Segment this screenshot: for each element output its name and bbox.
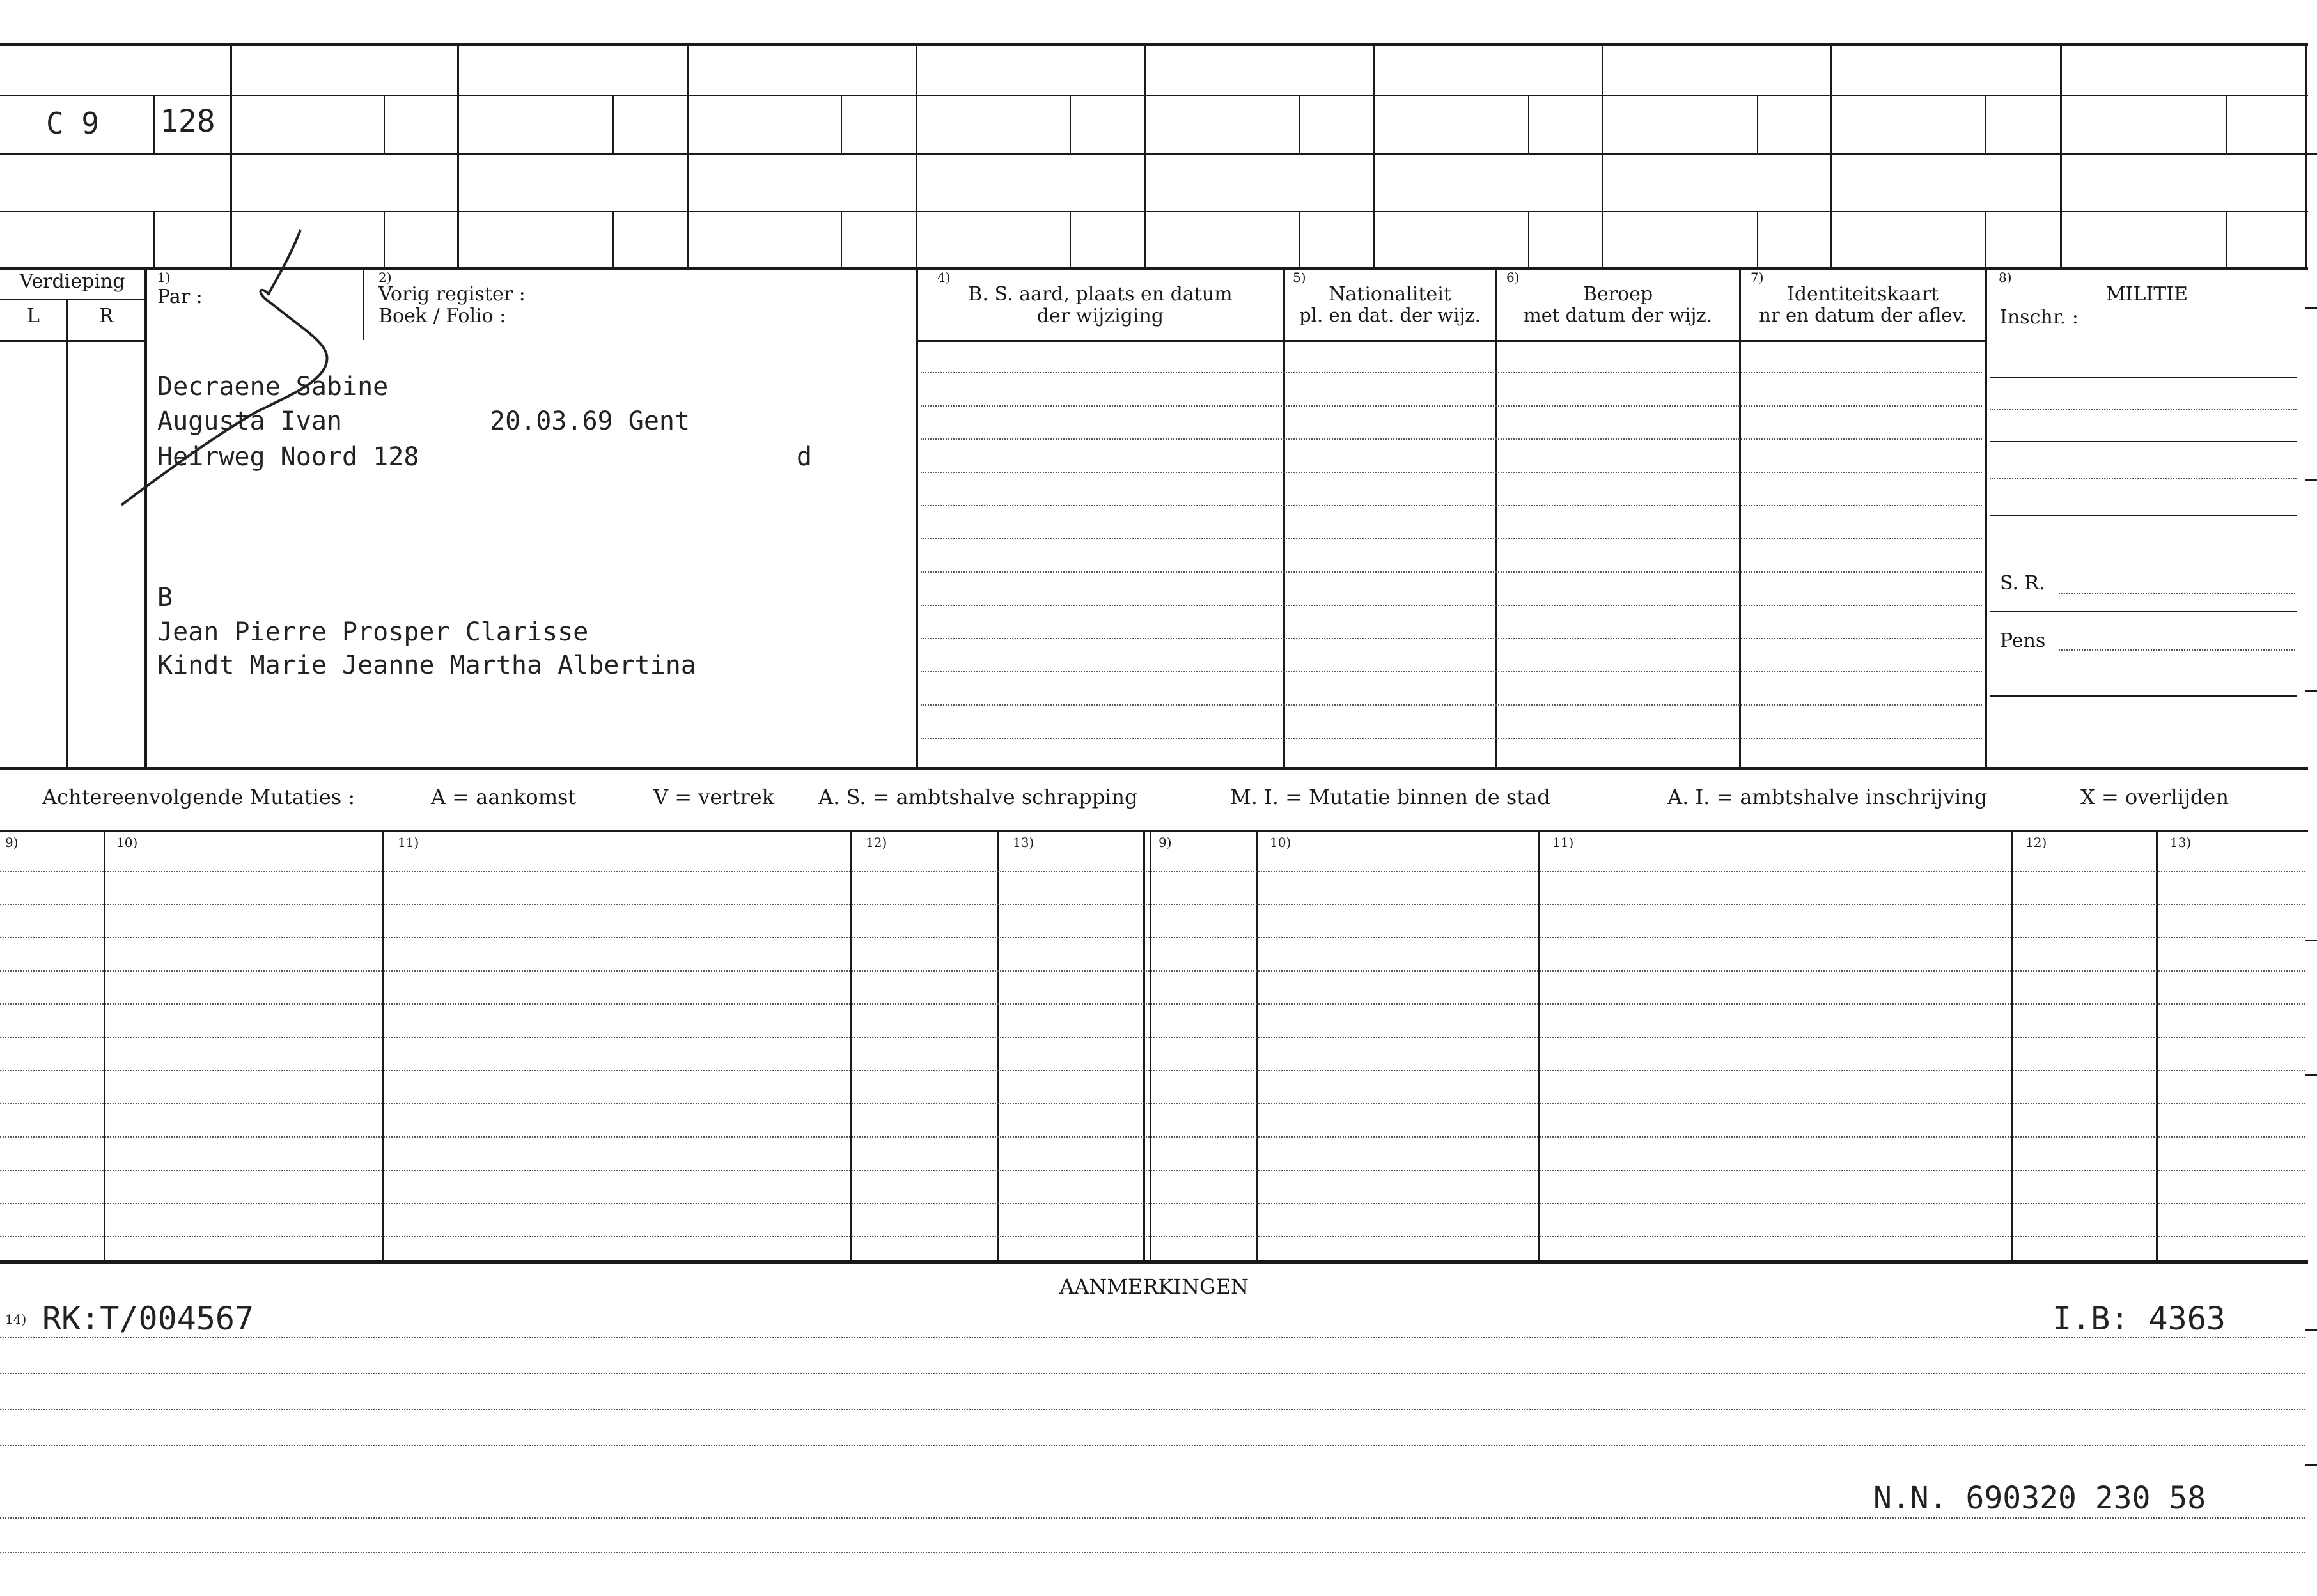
- grid-line: [1528, 96, 1529, 153]
- grid-line: [2156, 831, 2158, 1260]
- grid-line: [384, 212, 385, 267]
- grid-line: [997, 831, 999, 1260]
- boek-folio-label: Boek / Folio :: [378, 305, 506, 327]
- nn-number: N.N. 690320 230 58: [1873, 1480, 2206, 1516]
- legend-ambtshalve-schrapping: A. S. = ambtshalve schrapping: [818, 785, 1138, 809]
- dotted-line: [0, 1337, 2305, 1338]
- handwritten-strike-mark: [115, 224, 345, 531]
- grid-line: [1528, 212, 1529, 267]
- field-2-number: 2): [378, 270, 392, 285]
- dotted-line: [1990, 409, 2297, 410]
- grid-line: [1538, 831, 1540, 1260]
- dotted-line: [1990, 478, 2297, 479]
- col-11-number: 11): [398, 835, 419, 850]
- rk-number: RK:T/004567: [42, 1300, 254, 1337]
- grid-line: [363, 268, 364, 340]
- grid-line: [1495, 268, 1497, 767]
- person-line-2: Augusta Ivan: [157, 407, 342, 436]
- nationaliteit-sub-label: pl. en dat. der wijz.: [1299, 304, 1481, 326]
- wijziging-label: der wijziging: [1036, 305, 1164, 327]
- dotted-line: [921, 638, 1982, 639]
- sr-label: S. R.: [2000, 572, 2045, 594]
- dotted-line: [0, 1373, 2305, 1374]
- grid-line: [1299, 212, 1300, 267]
- field-14-number: 14): [5, 1312, 27, 1327]
- col-10-number: 10): [116, 835, 138, 850]
- person-line-4: Jean Pierre Prosper Clarisse: [157, 617, 589, 647]
- dotted-line: [0, 1203, 2305, 1204]
- grid-line: [1739, 268, 1741, 767]
- par-label: Par :: [157, 286, 203, 308]
- col-12-number: 12): [866, 835, 887, 850]
- grid-line: [1144, 43, 1146, 267]
- col-l-label: L: [27, 305, 40, 327]
- edge-tick: [2305, 479, 2317, 481]
- bs-aard-label: B. S. aard, plaats en datum: [968, 283, 1233, 306]
- grid-line: [66, 300, 68, 767]
- edge-tick: [2305, 307, 2317, 309]
- grid-line: [0, 153, 2308, 155]
- field-8-number: 8): [1999, 270, 2012, 285]
- grid-line: [1990, 695, 2297, 697]
- col-9b-number: 9): [1158, 835, 1172, 850]
- header-border: [0, 267, 2308, 270]
- grid-line: [2226, 212, 2227, 267]
- beroep-label: Beroep: [1582, 283, 1653, 306]
- top-border: [0, 43, 2308, 46]
- grid-line: [916, 268, 918, 767]
- grid-line: [1990, 377, 2297, 378]
- dotted-line: [921, 571, 1982, 573]
- dotted-line: [0, 1409, 2305, 1410]
- col-13b-number: 13): [2170, 835, 2192, 850]
- grid-line: [0, 95, 2308, 96]
- col-11b-number: 11): [1552, 835, 1574, 850]
- field-7-number: 7): [1751, 270, 1764, 285]
- legend-vertrek: V = vertrek: [653, 785, 775, 809]
- field-5-number: 5): [1293, 270, 1306, 285]
- grid-line: [153, 96, 155, 153]
- col-12b-number: 12): [2025, 835, 2047, 850]
- dotted-line: [0, 937, 2305, 938]
- col-9-number: 9): [5, 835, 19, 850]
- grid-line: [0, 211, 2308, 212]
- grid-line: [916, 340, 1985, 342]
- dotted-line: [0, 1517, 2305, 1519]
- dotted-line: [0, 904, 2305, 905]
- grid-line: [916, 43, 917, 267]
- inschr-label: Inschr. :: [2000, 306, 2079, 329]
- grid-line: [1283, 268, 1285, 767]
- dotted-line: [0, 1445, 2305, 1446]
- grid-line: [612, 96, 614, 153]
- field-4-number: 4): [937, 270, 951, 285]
- dotted-line: [921, 605, 1982, 606]
- legend-aankomst: A = aankomst: [431, 785, 577, 809]
- section-border: [0, 767, 2308, 770]
- grid-line: [1985, 96, 1986, 153]
- person-line-5: Kindt Marie Jeanne Martha Albertina: [157, 651, 696, 680]
- dotted-line: [921, 505, 1982, 506]
- mutaties-title: Achtereenvolgende Mutaties :: [42, 785, 355, 809]
- legend-ambtshalve-inschrijving: A. I. = ambtshalve inschrijving: [1667, 785, 1988, 809]
- dotted-line: [0, 970, 2305, 972]
- edge-tick: [2305, 153, 2317, 155]
- grid-line: [2060, 43, 2062, 267]
- grid-line: [2011, 831, 2013, 1260]
- ib-number: I.B: 4363: [2052, 1300, 2226, 1337]
- col-r-label: R: [98, 305, 114, 327]
- section-border: [0, 1260, 2308, 1264]
- dotted-line: [2059, 593, 2295, 594]
- grid-line: [2305, 43, 2307, 267]
- grid-line: [1602, 43, 1603, 267]
- edge-tick: [2305, 1464, 2317, 1466]
- person-address: Heirweg Noord 128: [157, 442, 419, 472]
- edge-tick: [2305, 1329, 2317, 1331]
- dotted-line: [921, 538, 1982, 539]
- dotted-line: [2059, 649, 2295, 651]
- grid-line: [1985, 268, 1987, 767]
- legend-overlijden: X = overlijden: [2080, 785, 2229, 809]
- grid-line: [1830, 43, 1832, 267]
- grid-line: [1990, 441, 2297, 442]
- dotted-line: [0, 1070, 2305, 1071]
- grid-line: [841, 212, 842, 267]
- grid-line: [384, 96, 385, 153]
- grid-line: [104, 831, 105, 1260]
- section-border: [0, 830, 2308, 832]
- dotted-line: [0, 871, 2305, 872]
- grid-line: [1373, 43, 1375, 267]
- grid-line: [1757, 96, 1758, 153]
- legend-mutatie-binnen-stad: M. I. = Mutatie binnen de stad: [1230, 785, 1550, 809]
- person-line-1: Decraene Sabine: [157, 372, 389, 401]
- edge-tick: [2305, 940, 2317, 941]
- grid-line: [1070, 96, 1071, 153]
- grid-line: [1985, 212, 1986, 267]
- grid-line: [1990, 515, 2297, 516]
- grid-line: [841, 96, 842, 153]
- verdieping-label: Verdieping: [19, 270, 125, 293]
- edge-tick: [2305, 690, 2317, 692]
- grid-line: [1256, 831, 1258, 1260]
- b-mark: B: [157, 583, 173, 612]
- identiteitskaart-sub-label: nr en datum der aflev.: [1759, 304, 1967, 326]
- birth-date-place: 20.03.69 Gent: [490, 407, 690, 436]
- nationaliteit-label: Nationaliteit: [1329, 283, 1451, 306]
- grid-line: [1990, 611, 2297, 612]
- dotted-line: [0, 1170, 2305, 1171]
- vorig-register-label: Vorig register :: [378, 283, 526, 306]
- gender-mark: d: [797, 442, 813, 472]
- grid-line: [612, 212, 614, 267]
- dotted-line: [0, 1103, 2305, 1104]
- aanmerkingen-title: AANMERKINGEN: [1059, 1274, 1249, 1299]
- grid-line: [457, 43, 459, 267]
- grid-line: [850, 831, 852, 1260]
- dotted-line: [921, 372, 1982, 373]
- dotted-line: [0, 1236, 2305, 1237]
- dotted-line: [921, 704, 1982, 706]
- beroep-sub-label: met datum der wijz.: [1524, 304, 1712, 326]
- dotted-line: [921, 405, 1982, 407]
- grid-line: [1070, 212, 1071, 267]
- dotted-line: [0, 1136, 2305, 1138]
- grid-line: [2226, 96, 2227, 153]
- dotted-line: [0, 1552, 2305, 1553]
- col-13-number: 13): [1013, 835, 1034, 850]
- pens-label: Pens: [2000, 630, 2046, 652]
- top-code: C 9: [46, 106, 100, 141]
- col-10b-number: 10): [1270, 835, 1291, 850]
- dotted-line: [0, 1003, 2305, 1005]
- identiteitskaart-label: Identiteitskaart: [1787, 283, 1939, 306]
- grid-line: [1150, 831, 1151, 1260]
- dotted-line: [921, 738, 1982, 739]
- militie-label: MILITIE: [2105, 283, 2188, 306]
- grid-line: [382, 831, 384, 1260]
- dotted-line: [0, 1037, 2305, 1038]
- dotted-line: [921, 438, 1982, 440]
- field-1-number: 1): [157, 270, 171, 285]
- grid-line: [687, 43, 689, 267]
- grid-line: [1143, 831, 1145, 1260]
- grid-line: [1757, 212, 1758, 267]
- field-6-number: 6): [1506, 270, 1520, 285]
- top-number: 128: [160, 104, 215, 139]
- dotted-line: [921, 671, 1982, 672]
- dotted-line: [921, 472, 1982, 473]
- grid-line: [1299, 96, 1300, 153]
- edge-tick: [2305, 1074, 2317, 1076]
